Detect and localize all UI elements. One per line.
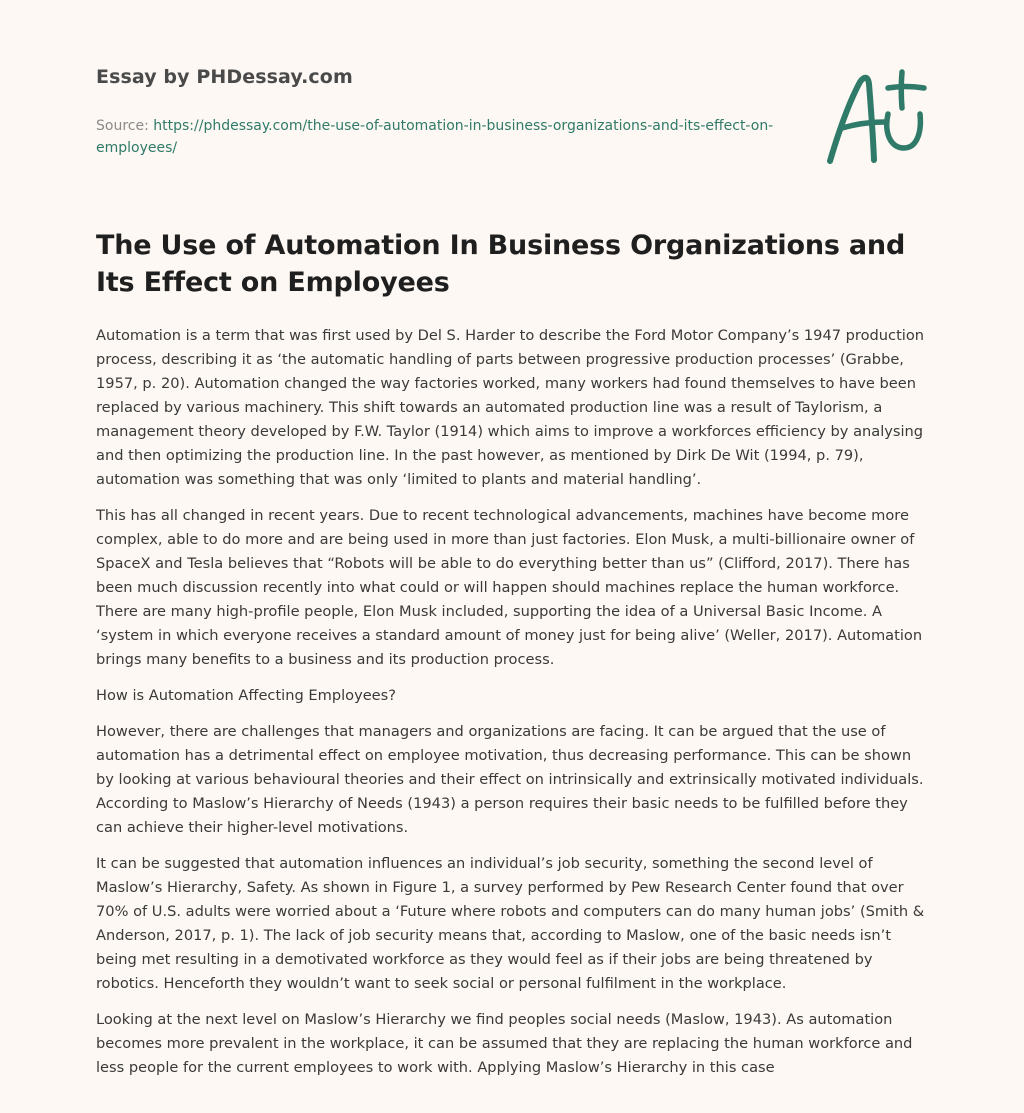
paragraph: However, there are challenges that managers and organizations are facing. It can be argued that the use of automation has a detrimental effect on employee motivation, thus decreasing performance. This can be shown by looking at various behavioural theories and their effect on intrinsically and extrinsically motivated individuals. According to Maslow’s Hierarchy of Needs (1943) a person requires their basic needs to be fulfilled before they can achieve their higher-level motivations. bbox=[96, 723, 924, 836]
a-plus-logo-icon bbox=[818, 64, 930, 168]
paragraph: It can be suggested that automation influences an individual’s job security, something the second level of Maslow’s Hierarchy, Safety. As shown in Figure 1, a survey performed by Pew Research Center found that over 70% of U.S. adults were worried about a ‘Future where robots and computers can do many human jobs’ (Smith & Anderson, 2017, p. 1). The lack of job security means that, according to Maslow, one of the basic needs isn’t being met resulting in a demotivated workforce as they would feel as if their jobs are being threatened by robotics. Henceforth they wouldn’t want to seek social or personal fulfilment in the workplace. bbox=[96, 855, 925, 992]
paragraph: Automation is a term that was first used by Del S. Harder to describe the Ford Motor Company’s 1947 production process, describing it as ‘the automatic handling of parts between progressive production processes’ (Grabbe, 1957, p. 20). Automation changed the way factories worked, many workers had found themselves to have been replaced by various machinery. This shift towards an automated production line was a result of Taylorism, a management theory developed by F.W. Taylor (1914) which aims to improve a workforces efficiency by analysing and then optimizing the production line. In the past however, as mentioned by Dirk De Wit (1994, p. 79), automation was something that was only ‘limited to plants and material handling’. bbox=[96, 327, 925, 488]
section-subheading: How is Automation Affecting Employees? bbox=[96, 687, 397, 704]
page-header bbox=[96, 66, 796, 159]
article-title: The Use of Automation In Business Organizations and Its Effect on Employees bbox=[96, 230, 906, 298]
paragraph: This has all changed in recent years. Due to recent technological advancements, machines have become more complex, able to do more and are being used in more than just factories. Elon Musk, a multi-billionaire owner of SpaceX and Tesla believes that “Robots will be able to do everything better than us” (Clifford, 2017). There has been much discussion recently into what could or will happen should machines replace the human workforce. There are many high-profile people, Elon Musk included, supporting the idea of a Universal Basic Income. A ‘system in which everyone receives a standard amount of money just for being alive’ (Weller, 2017). Automation brings many benefits to a business and its production process. bbox=[96, 507, 923, 668]
source-label: Source: bbox=[96, 118, 154, 134]
site-brand: Essay by PHDessay.com bbox=[96, 66, 353, 88]
article-body bbox=[96, 324, 932, 1092]
paragraph: Looking at the next level on Maslow’s Hierarchy we find peoples social needs (Maslow, 1943). As automation becomes more prevalent in the workplace, it can be assumed that they are replacing the human workforce and less people for the current employees to work with. Applying Maslow’s Hierarchy in this case bbox=[96, 1011, 913, 1076]
source-link[interactable]: https://phdessay.com/the-use-of-automation-in-business-organizations-and-its-effect-on-employees/ bbox=[96, 118, 774, 156]
source-line bbox=[96, 115, 776, 159]
